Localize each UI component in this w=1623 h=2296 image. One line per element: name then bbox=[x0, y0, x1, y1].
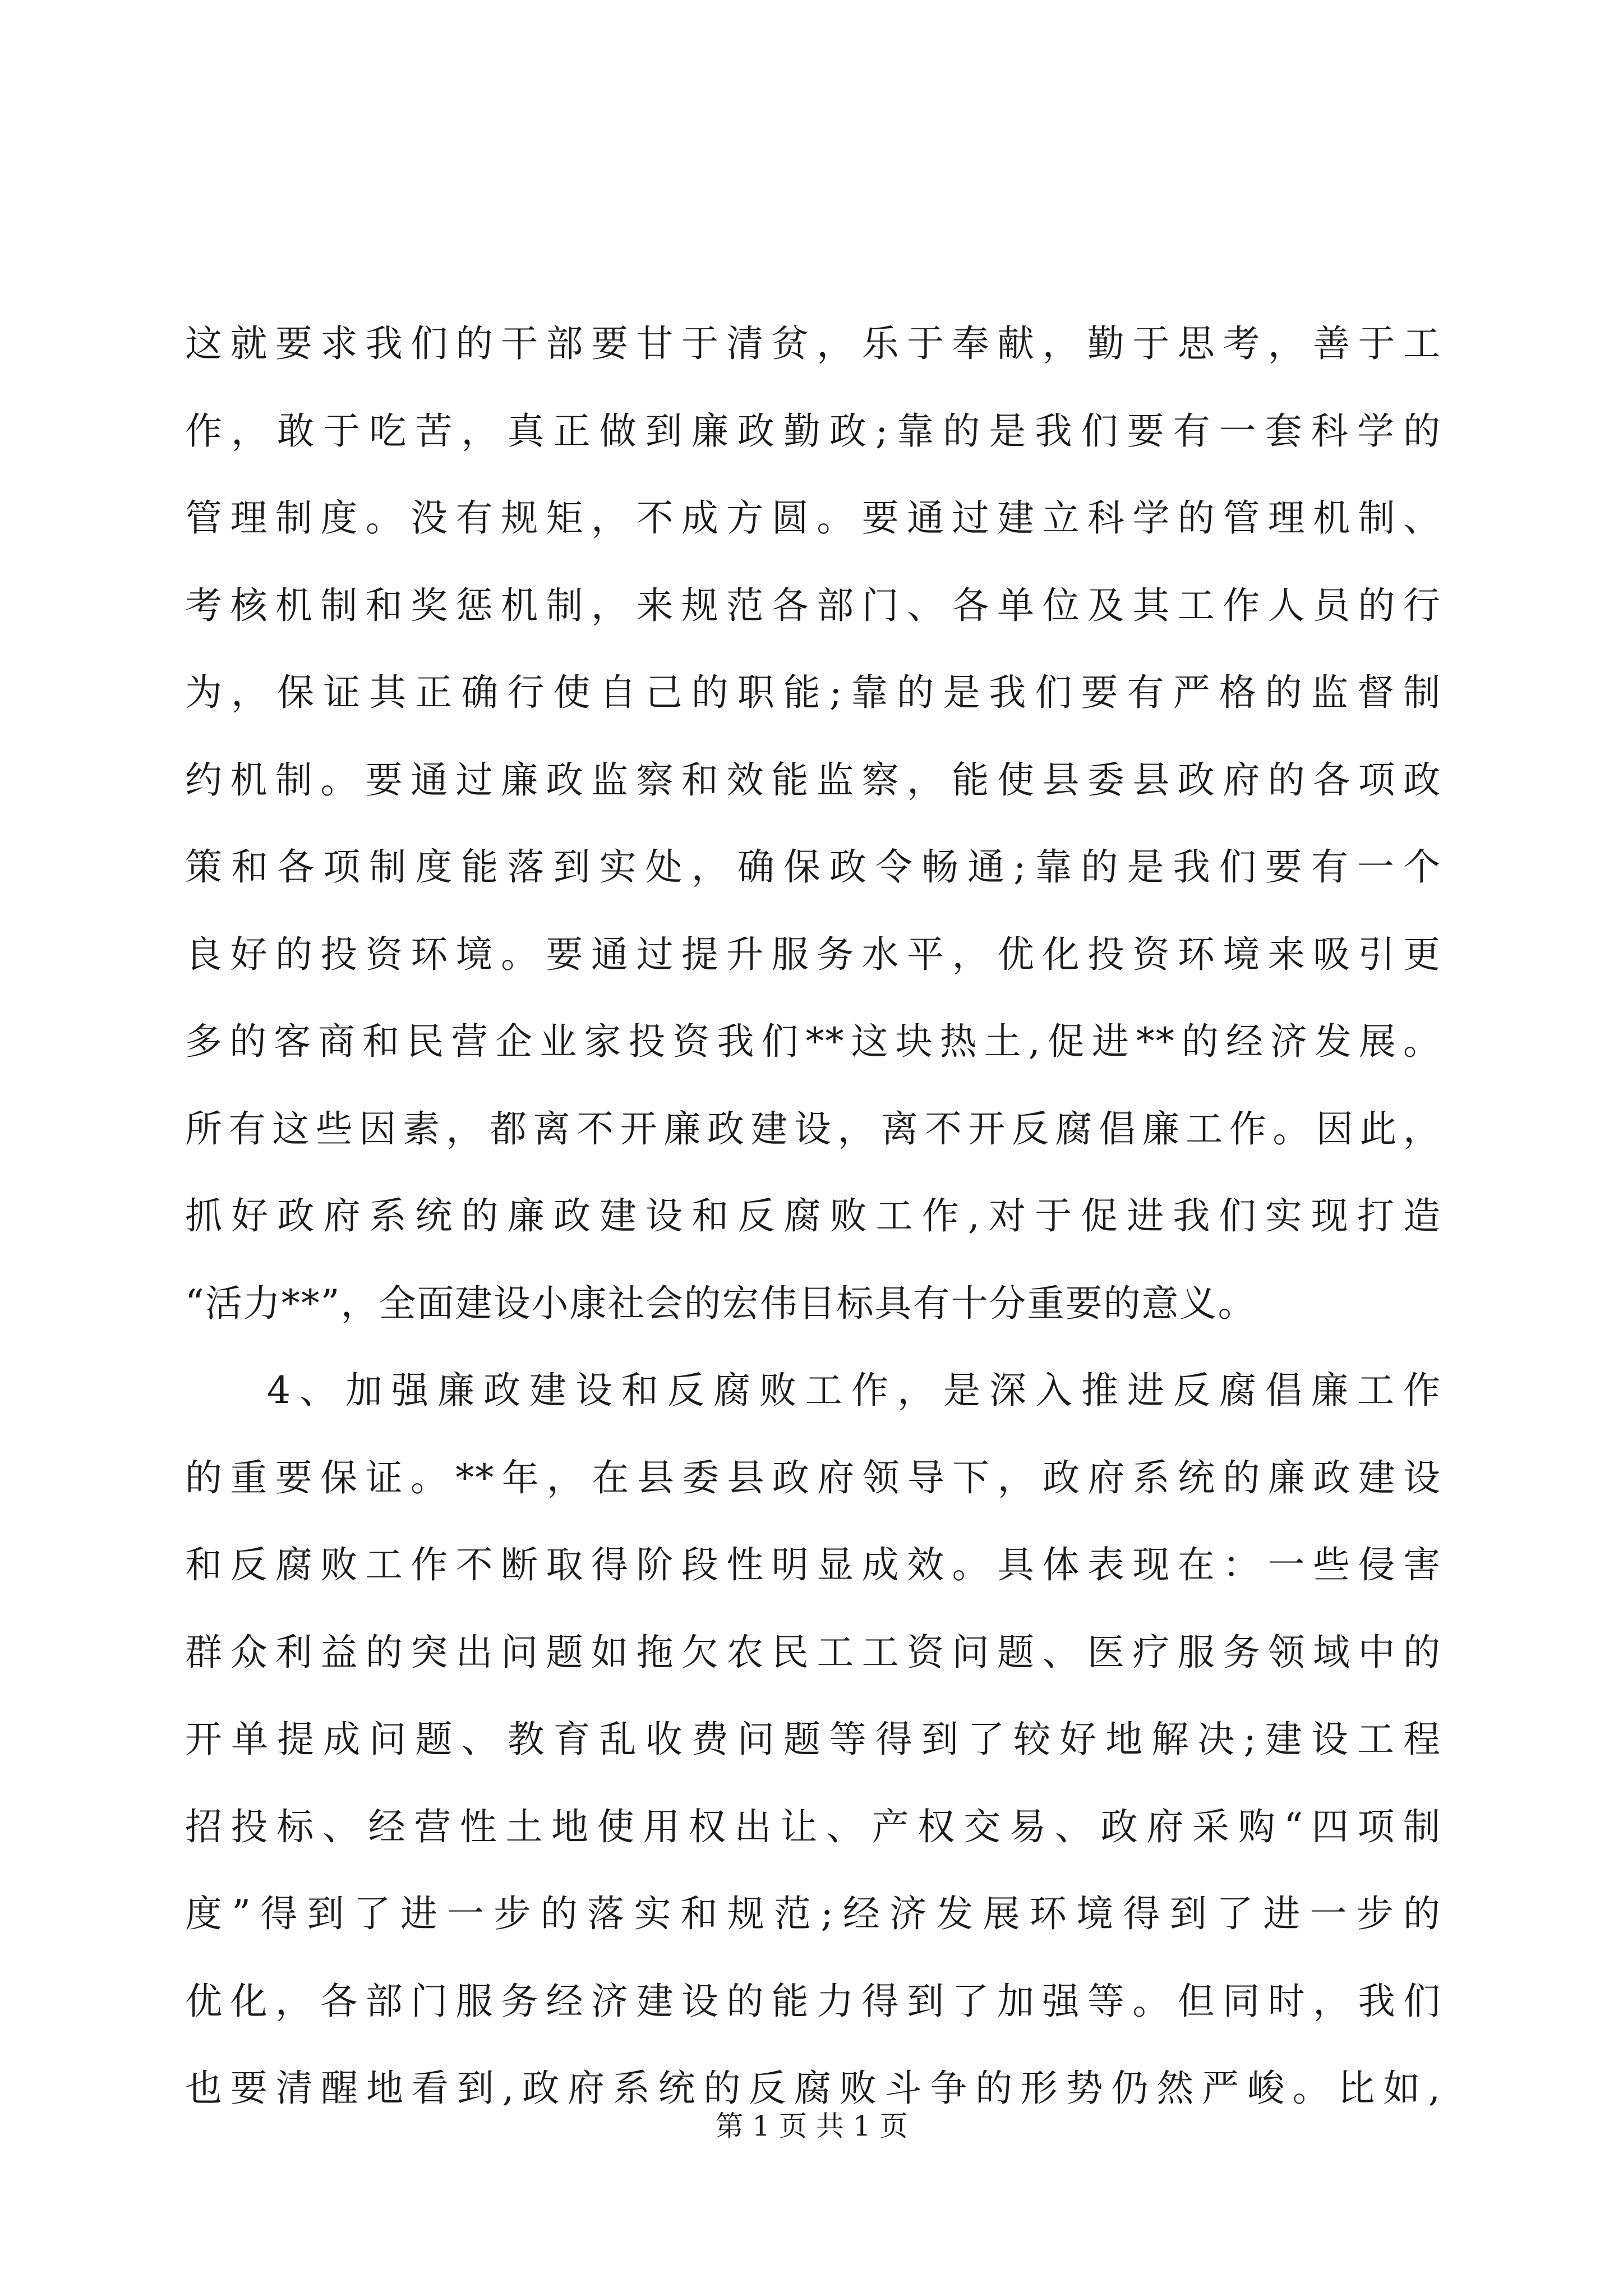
paragraph-1-line-3: 管理制度。没有规矩，不成方圆。要通过建立科学的管理机制、 bbox=[185, 496, 1441, 540]
paragraph-2-line-8: 优化，各部门服务经济建设的能力得到了加强等。但同时，我们 bbox=[185, 1979, 1441, 2023]
paragraph-2-line-4: 群众利益的突出问题如拖欠农民工工资问题、医疗服务领域中的 bbox=[185, 1630, 1441, 1674]
paragraph-1-line-6: 约机制。要通过廉政监察和效能监察，能使县委县政府的各项政 bbox=[185, 758, 1441, 802]
paragraph-1-line-2: 作，敢于吃苦，真正做到廉政勤政;靠的是我们要有一套科学的 bbox=[185, 409, 1441, 453]
paragraph-1-line-1: 这就要求我们的干部要甘于清贫，乐于奉献，勤于思考，善于工 bbox=[185, 322, 1441, 365]
paragraph-2-line-5: 开单提成问题、教育乱收费问题等得到了较好地解决;建设工程 bbox=[185, 1718, 1441, 1761]
paragraph-1-line-8: 良好的投资环境。要通过提升服务水平，优化投资环境来吸引更 bbox=[185, 932, 1441, 976]
paragraph-1-line-9: 多的客商和民营企业家投资我们**这块热土,促进**的经济发展。 bbox=[185, 1020, 1441, 1063]
paragraph-2-line-1: 4、加强廉政建设和反腐败工作，是深入推进反腐倡廉工作 bbox=[267, 1369, 1441, 1412]
page-footer: 第 1 页 共 1 页 bbox=[715, 2110, 908, 2142]
document-body bbox=[185, 300, 1441, 2132]
paragraph-1-line-10: 所有这些因素，都离不开廉政建设，离不开反腐倡廉工作。因此， bbox=[185, 1107, 1441, 1151]
paragraph-1-line-4: 考核机制和奖惩机制，来规范各部门、各单位及其工作人员的行 bbox=[185, 583, 1441, 627]
paragraph-2-line-9: 也要清醒地看到,政府系统的反腐败斗争的形势仍然严峻。比如, bbox=[185, 2067, 1441, 2110]
paragraph-2-line-6: 招投标、经营性土地使用权出让、产权交易、政府采购“四项制 bbox=[185, 1805, 1441, 1848]
paragraph-1-line-7: 策和各项制度能落到实处，确保政令畅通;靠的是我们要有一个 bbox=[185, 845, 1441, 889]
paragraph-2-line-2: 的重要保证。**年，在县委县政府领导下，政府系统的廉政建设 bbox=[185, 1456, 1441, 1499]
paragraph-1-line-11: 抓好政府系统的廉政建设和反腐败工作,对于促进我们实现打造 bbox=[185, 1194, 1441, 1237]
paragraph-2-line-7: 度”得到了进一步的落实和规范;经济发展环境得到了进一步的 bbox=[185, 1892, 1441, 1935]
paragraph-1-line-5: 为，保证其正确行使自己的职能;靠的是我们要有严格的监督制 bbox=[185, 671, 1441, 714]
paragraph-2-line-3: 和反腐败工作不断取得阶段性明显成效。具体表现在：一些侵害 bbox=[185, 1543, 1441, 1586]
paragraph-1-line-12: “活力**”，全面建设小康社会的宏伟目标具有十分重要的意义。 bbox=[185, 1281, 1256, 1325]
